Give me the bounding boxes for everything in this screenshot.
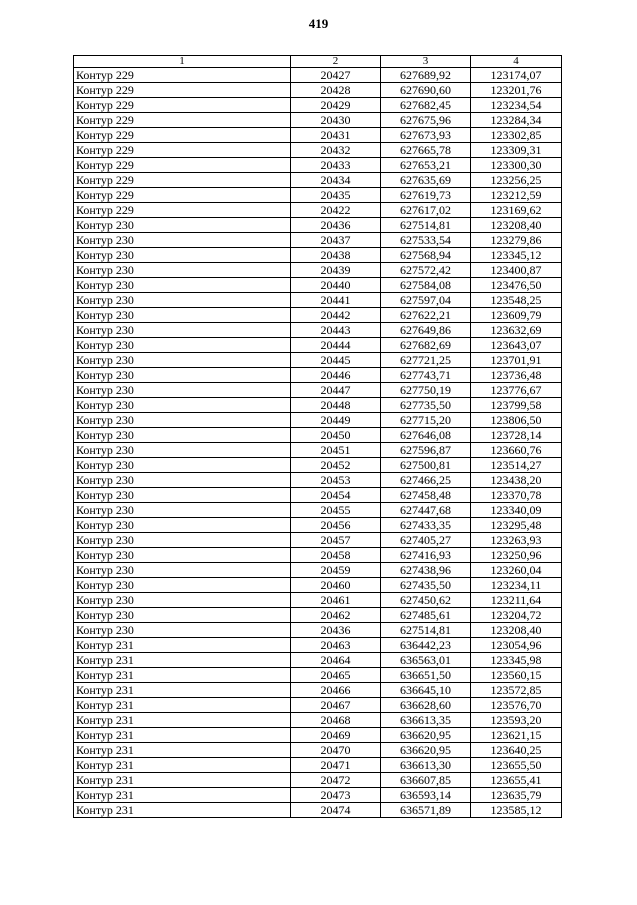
table-row — [74, 803, 562, 818]
table-row — [74, 503, 562, 518]
contour-name-cell: Контур 230 — [74, 563, 291, 578]
point-number-cell: 20422 — [291, 203, 381, 218]
y-coordinate-cell: 123593,20 — [471, 713, 562, 728]
point-number-cell: 20464 — [291, 653, 381, 668]
contour-name-cell: Контур 229 — [74, 68, 291, 83]
table-row — [74, 683, 562, 698]
column-header-2: 2 — [291, 56, 381, 68]
x-coordinate-cell: 627514,81 — [381, 623, 471, 638]
point-number-cell: 20452 — [291, 458, 381, 473]
contour-name-cell: Контур 230 — [74, 278, 291, 293]
point-number-cell: 20429 — [291, 98, 381, 113]
table-row — [74, 548, 562, 563]
point-number-cell: 20472 — [291, 773, 381, 788]
table-row — [74, 488, 562, 503]
point-number-cell: 20434 — [291, 173, 381, 188]
point-number-cell: 20465 — [291, 668, 381, 683]
point-number-cell: 20433 — [291, 158, 381, 173]
table-row — [74, 83, 562, 98]
contour-name-cell: Контур 230 — [74, 473, 291, 488]
point-number-cell: 20438 — [291, 248, 381, 263]
contour-name-cell: Контур 230 — [74, 608, 291, 623]
y-coordinate-cell: 123169,62 — [471, 203, 562, 218]
x-coordinate-cell: 627617,02 — [381, 203, 471, 218]
point-number-cell: 20460 — [291, 578, 381, 593]
x-coordinate-cell: 627568,94 — [381, 248, 471, 263]
table-row — [74, 698, 562, 713]
y-coordinate-cell: 123211,64 — [471, 593, 562, 608]
y-coordinate-cell: 123250,96 — [471, 548, 562, 563]
y-coordinate-cell: 123548,25 — [471, 293, 562, 308]
contour-name-cell: Контур 231 — [74, 803, 291, 818]
contour-name-cell: Контур 230 — [74, 548, 291, 563]
x-coordinate-cell: 627596,87 — [381, 443, 471, 458]
table-body — [74, 68, 562, 818]
contour-name-cell: Контур 230 — [74, 383, 291, 398]
table-row — [74, 398, 562, 413]
point-number-cell: 20442 — [291, 308, 381, 323]
table-row — [74, 638, 562, 653]
table-row — [74, 473, 562, 488]
point-number-cell: 20447 — [291, 383, 381, 398]
contour-name-cell: Контур 230 — [74, 503, 291, 518]
contour-name-cell: Контур 230 — [74, 323, 291, 338]
point-number-cell: 20466 — [291, 683, 381, 698]
table-row — [74, 428, 562, 443]
point-number-cell: 20430 — [291, 113, 381, 128]
y-coordinate-cell: 123208,40 — [471, 218, 562, 233]
contour-name-cell: Контур 229 — [74, 203, 291, 218]
x-coordinate-cell: 627665,78 — [381, 143, 471, 158]
y-coordinate-cell: 123655,41 — [471, 773, 562, 788]
x-coordinate-cell: 627438,96 — [381, 563, 471, 578]
y-coordinate-cell: 123201,76 — [471, 83, 562, 98]
x-coordinate-cell: 627689,92 — [381, 68, 471, 83]
x-coordinate-cell: 627750,19 — [381, 383, 471, 398]
point-number-cell: 20461 — [291, 593, 381, 608]
x-coordinate-cell: 627682,45 — [381, 98, 471, 113]
point-number-cell: 20456 — [291, 518, 381, 533]
point-number-cell: 20454 — [291, 488, 381, 503]
contour-name-cell: Контур 231 — [74, 698, 291, 713]
point-number-cell: 20439 — [291, 263, 381, 278]
column-header-4: 4 — [471, 56, 562, 68]
y-coordinate-cell: 123585,12 — [471, 803, 562, 818]
y-coordinate-cell: 123345,12 — [471, 248, 562, 263]
y-coordinate-cell: 123256,25 — [471, 173, 562, 188]
x-coordinate-cell: 627485,61 — [381, 608, 471, 623]
point-number-cell: 20441 — [291, 293, 381, 308]
x-coordinate-cell: 636571,89 — [381, 803, 471, 818]
x-coordinate-cell: 627450,62 — [381, 593, 471, 608]
table-row — [74, 128, 562, 143]
y-coordinate-cell: 123340,09 — [471, 503, 562, 518]
point-number-cell: 20427 — [291, 68, 381, 83]
contour-name-cell: Контур 230 — [74, 368, 291, 383]
x-coordinate-cell: 636593,14 — [381, 788, 471, 803]
y-coordinate-cell: 123400,87 — [471, 263, 562, 278]
table-row — [74, 323, 562, 338]
y-coordinate-cell: 123174,07 — [471, 68, 562, 83]
x-coordinate-cell: 627500,81 — [381, 458, 471, 473]
table-row — [74, 143, 562, 158]
x-coordinate-cell: 627721,25 — [381, 353, 471, 368]
contour-name-cell: Контур 230 — [74, 428, 291, 443]
contour-name-cell: Контур 230 — [74, 248, 291, 263]
contour-name-cell: Контур 230 — [74, 308, 291, 323]
point-number-cell: 20444 — [291, 338, 381, 353]
y-coordinate-cell: 123279,86 — [471, 233, 562, 248]
y-coordinate-cell: 123632,69 — [471, 323, 562, 338]
x-coordinate-cell: 627416,93 — [381, 548, 471, 563]
table-row — [74, 68, 562, 83]
table-row — [74, 773, 562, 788]
y-coordinate-cell: 123234,11 — [471, 578, 562, 593]
table-header — [74, 56, 562, 68]
y-coordinate-cell: 123643,07 — [471, 338, 562, 353]
contour-name-cell: Контур 230 — [74, 593, 291, 608]
y-coordinate-cell: 123514,27 — [471, 458, 562, 473]
point-number-cell: 20432 — [291, 143, 381, 158]
x-coordinate-cell: 627622,21 — [381, 308, 471, 323]
x-coordinate-cell: 636563,01 — [381, 653, 471, 668]
table-row — [74, 443, 562, 458]
x-coordinate-cell: 627435,50 — [381, 578, 471, 593]
x-coordinate-cell: 636651,50 — [381, 668, 471, 683]
y-coordinate-cell: 123560,15 — [471, 668, 562, 683]
table-row — [74, 383, 562, 398]
contour-name-cell: Контур 229 — [74, 188, 291, 203]
point-number-cell: 20436 — [291, 623, 381, 638]
contour-name-cell: Контур 229 — [74, 98, 291, 113]
point-number-cell: 20469 — [291, 728, 381, 743]
y-coordinate-cell: 123302,85 — [471, 128, 562, 143]
y-coordinate-cell: 123309,31 — [471, 143, 562, 158]
point-number-cell: 20471 — [291, 758, 381, 773]
x-coordinate-cell: 627635,69 — [381, 173, 471, 188]
y-coordinate-cell: 123655,50 — [471, 758, 562, 773]
point-number-cell: 20446 — [291, 368, 381, 383]
y-coordinate-cell: 123260,04 — [471, 563, 562, 578]
point-number-cell: 20450 — [291, 428, 381, 443]
x-coordinate-cell: 627597,04 — [381, 293, 471, 308]
point-number-cell: 20445 — [291, 353, 381, 368]
contour-name-cell: Контур 229 — [74, 173, 291, 188]
contour-name-cell: Контур 229 — [74, 83, 291, 98]
table-row — [74, 278, 562, 293]
x-coordinate-cell: 627743,71 — [381, 368, 471, 383]
y-coordinate-cell: 123621,15 — [471, 728, 562, 743]
y-coordinate-cell: 123728,14 — [471, 428, 562, 443]
y-coordinate-cell: 123300,30 — [471, 158, 562, 173]
contour-name-cell: Контур 230 — [74, 218, 291, 233]
point-number-cell: 20448 — [291, 398, 381, 413]
table-row — [74, 218, 562, 233]
point-number-cell: 20458 — [291, 548, 381, 563]
contour-name-cell: Контур 231 — [74, 653, 291, 668]
point-number-cell: 20459 — [291, 563, 381, 578]
x-coordinate-cell: 627646,08 — [381, 428, 471, 443]
x-coordinate-cell: 636645,10 — [381, 683, 471, 698]
coordinates-table — [73, 55, 562, 818]
y-coordinate-cell: 123660,76 — [471, 443, 562, 458]
point-number-cell: 20453 — [291, 473, 381, 488]
table-row — [74, 338, 562, 353]
table-row — [74, 308, 562, 323]
contour-name-cell: Контур 231 — [74, 788, 291, 803]
y-coordinate-cell: 123295,48 — [471, 518, 562, 533]
point-number-cell: 20455 — [291, 503, 381, 518]
point-number-cell: 20436 — [291, 218, 381, 233]
y-coordinate-cell: 123609,79 — [471, 308, 562, 323]
point-number-cell: 20435 — [291, 188, 381, 203]
contour-name-cell: Контур 230 — [74, 578, 291, 593]
table-row — [74, 788, 562, 803]
point-number-cell: 20440 — [291, 278, 381, 293]
table-row — [74, 368, 562, 383]
x-coordinate-cell: 627447,68 — [381, 503, 471, 518]
y-coordinate-cell: 123476,50 — [471, 278, 562, 293]
table-row — [74, 353, 562, 368]
x-coordinate-cell: 627715,20 — [381, 413, 471, 428]
table-row — [74, 578, 562, 593]
y-coordinate-cell: 123806,50 — [471, 413, 562, 428]
x-coordinate-cell: 627735,50 — [381, 398, 471, 413]
point-number-cell: 20467 — [291, 698, 381, 713]
point-number-cell: 20451 — [291, 443, 381, 458]
table-row — [74, 188, 562, 203]
x-coordinate-cell: 627653,21 — [381, 158, 471, 173]
y-coordinate-cell: 123799,58 — [471, 398, 562, 413]
y-coordinate-cell: 123438,20 — [471, 473, 562, 488]
y-coordinate-cell: 123736,48 — [471, 368, 562, 383]
x-coordinate-cell: 636628,60 — [381, 698, 471, 713]
table-row — [74, 413, 562, 428]
x-coordinate-cell: 627649,86 — [381, 323, 471, 338]
x-coordinate-cell: 627584,08 — [381, 278, 471, 293]
table-row — [74, 563, 562, 578]
table-row — [74, 593, 562, 608]
table-row — [74, 608, 562, 623]
y-coordinate-cell: 123212,59 — [471, 188, 562, 203]
contour-name-cell: Контур 229 — [74, 113, 291, 128]
x-coordinate-cell: 636607,85 — [381, 773, 471, 788]
contour-name-cell: Контур 230 — [74, 518, 291, 533]
y-coordinate-cell: 123572,85 — [471, 683, 562, 698]
table-row — [74, 728, 562, 743]
contour-name-cell: Контур 230 — [74, 233, 291, 248]
contour-name-cell: Контур 230 — [74, 458, 291, 473]
y-coordinate-cell: 123234,54 — [471, 98, 562, 113]
contour-name-cell: Контур 230 — [74, 443, 291, 458]
table-row — [74, 743, 562, 758]
contour-name-cell: Контур 229 — [74, 128, 291, 143]
y-coordinate-cell: 123345,98 — [471, 653, 562, 668]
contour-name-cell: Контур 231 — [74, 638, 291, 653]
point-number-cell: 20474 — [291, 803, 381, 818]
x-coordinate-cell: 627572,42 — [381, 263, 471, 278]
x-coordinate-cell: 627458,48 — [381, 488, 471, 503]
x-coordinate-cell: 627619,73 — [381, 188, 471, 203]
contour-name-cell: Контур 231 — [74, 728, 291, 743]
contour-name-cell: Контур 230 — [74, 413, 291, 428]
contour-name-cell: Контур 230 — [74, 488, 291, 503]
contour-name-cell: Контур 230 — [74, 398, 291, 413]
table-row — [74, 653, 562, 668]
contour-name-cell: Контур 231 — [74, 668, 291, 683]
table-row — [74, 293, 562, 308]
contour-name-cell: Контур 229 — [74, 143, 291, 158]
contour-name-cell: Контур 231 — [74, 743, 291, 758]
point-number-cell: 20468 — [291, 713, 381, 728]
y-coordinate-cell: 123263,93 — [471, 533, 562, 548]
table-row — [74, 173, 562, 188]
y-coordinate-cell: 123204,72 — [471, 608, 562, 623]
table-row — [74, 158, 562, 173]
x-coordinate-cell: 636613,35 — [381, 713, 471, 728]
contour-name-cell: Контур 230 — [74, 263, 291, 278]
contour-name-cell: Контур 231 — [74, 758, 291, 773]
y-coordinate-cell: 123576,70 — [471, 698, 562, 713]
y-coordinate-cell: 123640,25 — [471, 743, 562, 758]
table-row — [74, 668, 562, 683]
point-number-cell: 20437 — [291, 233, 381, 248]
y-coordinate-cell: 123370,78 — [471, 488, 562, 503]
point-number-cell: 20443 — [291, 323, 381, 338]
column-header-1: 1 — [74, 56, 291, 68]
page-number: 419 — [308, 16, 329, 31]
point-number-cell: 20428 — [291, 83, 381, 98]
table-row — [74, 458, 562, 473]
y-coordinate-cell: 123208,40 — [471, 623, 562, 638]
y-coordinate-cell: 123635,79 — [471, 788, 562, 803]
header-row — [74, 56, 562, 68]
x-coordinate-cell: 627675,96 — [381, 113, 471, 128]
table-row — [74, 533, 562, 548]
y-coordinate-cell: 123776,67 — [471, 383, 562, 398]
table-row — [74, 713, 562, 728]
point-number-cell: 20463 — [291, 638, 381, 653]
y-coordinate-cell: 123054,96 — [471, 638, 562, 653]
x-coordinate-cell: 636620,95 — [381, 743, 471, 758]
x-coordinate-cell: 636442,23 — [381, 638, 471, 653]
x-coordinate-cell: 627673,93 — [381, 128, 471, 143]
x-coordinate-cell: 627466,25 — [381, 473, 471, 488]
table-row — [74, 518, 562, 533]
point-number-cell: 20473 — [291, 788, 381, 803]
point-number-cell: 20449 — [291, 413, 381, 428]
contour-name-cell: Контур 230 — [74, 338, 291, 353]
x-coordinate-cell: 627682,69 — [381, 338, 471, 353]
contour-name-cell: Контур 230 — [74, 533, 291, 548]
contour-name-cell: Контур 231 — [74, 683, 291, 698]
contour-name-cell: Контур 230 — [74, 353, 291, 368]
contour-name-cell: Контур 231 — [74, 713, 291, 728]
table-row — [74, 263, 562, 278]
table-row — [74, 248, 562, 263]
x-coordinate-cell: 627533,54 — [381, 233, 471, 248]
table-row — [74, 233, 562, 248]
point-number-cell: 20431 — [291, 128, 381, 143]
x-coordinate-cell: 636620,95 — [381, 728, 471, 743]
table-row — [74, 758, 562, 773]
x-coordinate-cell: 636613,30 — [381, 758, 471, 773]
table-row — [74, 203, 562, 218]
y-coordinate-cell: 123701,91 — [471, 353, 562, 368]
point-number-cell: 20462 — [291, 608, 381, 623]
x-coordinate-cell: 627514,81 — [381, 218, 471, 233]
y-coordinate-cell: 123284,34 — [471, 113, 562, 128]
table-row — [74, 113, 562, 128]
x-coordinate-cell: 627405,27 — [381, 533, 471, 548]
table-row — [74, 623, 562, 638]
point-number-cell: 20457 — [291, 533, 381, 548]
contour-name-cell: Контур 230 — [74, 293, 291, 308]
point-number-cell: 20470 — [291, 743, 381, 758]
table-row — [74, 98, 562, 113]
contour-name-cell: Контур 229 — [74, 158, 291, 173]
x-coordinate-cell: 627433,35 — [381, 518, 471, 533]
contour-name-cell: Контур 231 — [74, 773, 291, 788]
contour-name-cell: Контур 230 — [74, 623, 291, 638]
column-header-3: 3 — [381, 56, 471, 68]
x-coordinate-cell: 627690,60 — [381, 83, 471, 98]
